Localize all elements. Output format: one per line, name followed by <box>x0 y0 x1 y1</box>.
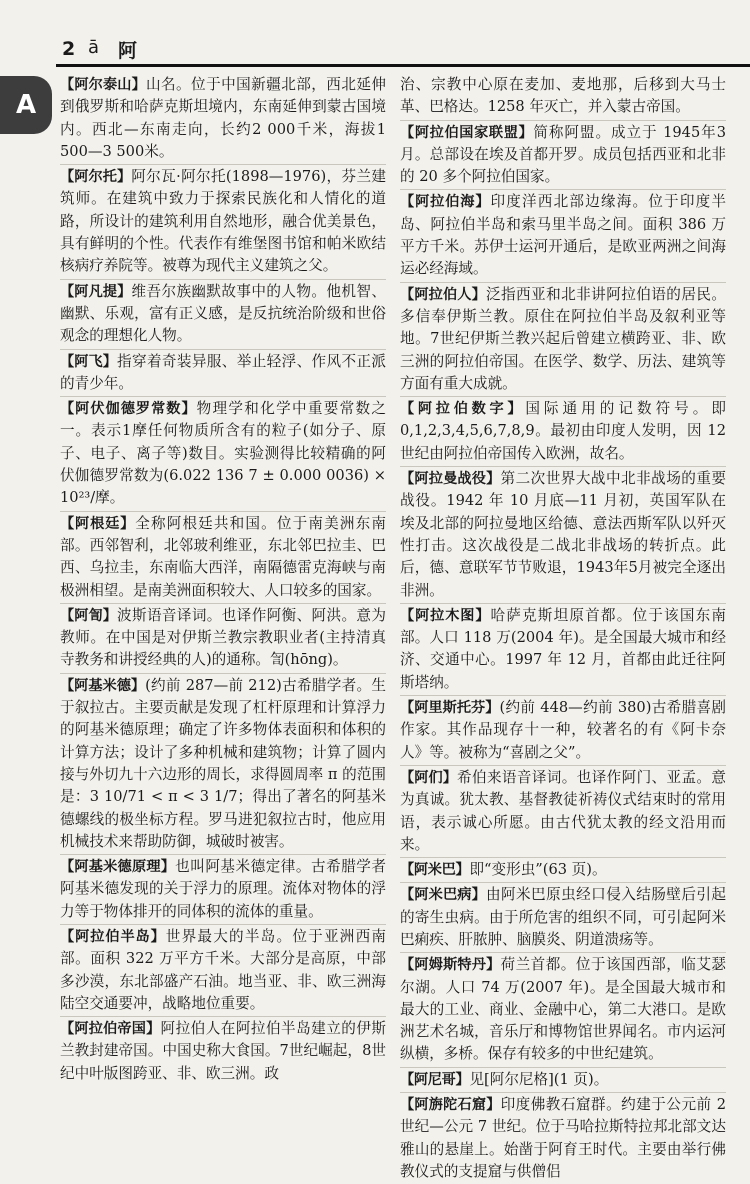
entry <box>400 1067 726 1091</box>
entry-text: 即“变形虫”(63 页)。 <box>469 861 607 879</box>
entry-headword: 【阿伏伽德罗常数】 <box>60 401 197 418</box>
entry <box>400 952 726 1065</box>
entry-text: 见[阿尔尼格](1 页)。 <box>469 1070 609 1088</box>
entry-text: 荷兰首都。位于该国西部，临艾瑟尔湖。人口 74 万(2007 年)。是全国最大城市和最大的工业、商业、金融中心，第二大港口。是欧洲艺术名城，音乐厅和博物馆世界闻名。市内运河纵横，多桥。保存有较多的中世纪建筑。 <box>400 956 726 1063</box>
entry-headword: 【阿尔托】 <box>60 169 132 186</box>
entry <box>60 279 386 348</box>
entry <box>400 603 726 694</box>
entry-headword: 【阿拉伯半岛】 <box>60 928 166 945</box>
entry-headword: 【阿拉木图】 <box>400 607 491 624</box>
entry <box>400 189 726 280</box>
entry-headword: 【阿拉曼战役】 <box>400 471 501 488</box>
entry-headword: 【阿基米德】 <box>60 677 146 694</box>
entry-headword: 【阿拉伯帝国】 <box>60 1021 161 1038</box>
entry-headword: 【阿拉伯数字】 <box>400 401 526 418</box>
entry-headword: 【阿米巴病】 <box>400 887 486 904</box>
header-character: 阿 <box>118 40 138 62</box>
entry <box>400 882 726 951</box>
entry-text: 哈萨克斯坦原首都。位于该国东南部。人口 118 万(2004 年)。是全国最大城市和经济、交通中心。1997 年 12 月，首都由此迁往阿斯塔纳。 <box>400 606 726 691</box>
entry-headword: 【阿尼哥】 <box>400 1071 470 1088</box>
entry-text: 山名。位于中国新疆北部，西北延伸到俄罗斯和哈萨克斯坦境内，东南延伸到蒙古国境内。西北—东南走向，长约2 000千米，海拔1 500—3 500米。 <box>60 76 386 160</box>
entry-text: 全称阿根廷共和国。位于南美洲东南部。西邻智利，北邻玻利维亚，东北邻巴拉圭、巴西、乌拉圭，东南临大西洋，南隔德雷克海峡与南极洲相望。是南美洲面积较大、人口较多的国家。 <box>60 514 386 599</box>
section-letter-tab: A <box>0 76 52 134</box>
entry-text: 世界最大的半岛。位于亚洲西南部。面积 322 万平方千米。大部分是高原，中部多沙漠，东北部盛产石油。地当亚、非、欧三洲海陆空交通要冲，战略地位重要。 <box>60 927 386 1012</box>
entry <box>60 164 386 277</box>
entry <box>400 466 726 602</box>
entry <box>60 854 386 923</box>
entry-headword: 【阿拉伯国家联盟】 <box>400 124 534 141</box>
entry <box>400 765 726 856</box>
entry <box>400 396 726 465</box>
entry <box>60 74 386 163</box>
entry <box>400 857 726 881</box>
header-rule <box>56 64 750 67</box>
entry <box>400 74 726 119</box>
entry-text: 希伯来语音译词。也译作阿门、亚孟。意为真诚。犹太教、基督教徒祈祷仪式结束时的常用语，表示诚心所愿。由古代犹太教的经文沿用而来。 <box>400 768 726 853</box>
entry-headword: 【阿尔泰山】 <box>60 77 146 93</box>
entry-headword: 【阿姆斯特丹】 <box>400 957 501 974</box>
entry-text: 维吾尔族幽默故事中的人物。他机智、幽默、乐观，富有正义感，是反抗统治阶级和世俗观念的理想化人物。 <box>60 282 386 345</box>
entry-text: 国际通用的记数符号。即 0,1,2,3,4,5,6,7,8,9。最初由印度人发明，因 12世纪由阿拉伯帝国传入欧洲，故名。 <box>400 400 726 462</box>
entry-text: 印度洋西北部边缘海。位于印度半岛、阿拉伯半岛和索马里半岛之间。面积 386 万平方千米。苏伊士运河开通后，是欧亚两洲之间海运必经海域。 <box>400 193 726 278</box>
entry <box>60 349 386 396</box>
entry-headword: 【阿基米德原理】 <box>60 859 176 876</box>
entry <box>400 1092 726 1183</box>
entry <box>60 673 386 853</box>
entry <box>400 695 726 764</box>
entry-text: 阿拉伯人在阿拉伯半岛建立的伊斯兰教封建帝国。中国史称大食国。7世纪崛起，8世纪中叶版图跨亚、非、欧三洲。政 <box>60 1020 386 1082</box>
entry-headword: 【阿拉伯海】 <box>400 194 491 211</box>
entry <box>60 603 386 672</box>
entry <box>60 396 386 509</box>
header-pinyin: ā <box>88 37 100 58</box>
entry-text: 指穿着奇装异服、举止轻浮、作风不正派的青少年。 <box>60 352 386 392</box>
entry-headword: 【阿米巴】 <box>400 862 470 879</box>
page-header <box>0 0 750 62</box>
entry <box>60 924 386 1015</box>
entry-text: 印度佛教石窟群。约建于公元前 2 世纪—公元 7 世纪。位于马哈拉斯特拉邦北部文达雅山的悬崖上。始凿于阿育王时代。主要由举行佛教仪式的支提窟与供僧侣 <box>400 1096 726 1180</box>
entry-headword: 【阿飞】 <box>60 353 118 370</box>
entry <box>60 1016 386 1085</box>
entry-headword: 【阿訇】 <box>60 607 118 624</box>
entry-text: 泛指西亚和北非讲阿拉伯语的居民。多信奉伊斯兰教。原住在阿拉伯半岛及叙利亚等地。7世纪伊斯兰教兴起后曾建立横跨亚、非、欧三洲的阿拉伯帝国。在医学、数学、历法、建筑等方面有重大成就。 <box>400 285 726 392</box>
entry <box>60 511 386 602</box>
entry-headword: 【阿凡提】 <box>60 283 132 300</box>
entry-headword: 【阿旃陀石窟】 <box>400 1097 501 1114</box>
entry-text: (约前 448—约前 380)古希腊喜剧作家。其作品现存十一种，较著名的有《阿卡奈人》等。被称为“喜剧之父”。 <box>400 699 726 761</box>
entry-text: 治、宗教中心原在麦加、麦地那，后移到大马士革、巴格达。1258 年灭亡，并入蒙古帝国。 <box>400 76 726 116</box>
entry-headword: 【阿根廷】 <box>60 515 136 532</box>
right-column <box>400 74 726 1184</box>
entry-headword: 【阿拉伯人】 <box>400 286 486 303</box>
entry-text: 简称阿盟。成立于 1945年3月。总部设在埃及首都开罗。成员包括西亚和北非的 20 多个阿拉伯国家。 <box>400 123 726 186</box>
entry-text: 第二次世界大战中北非战场的重要战役。1942 年 10 月底—11 月初，英国军队在埃及北部的阿拉曼地区给德、意法西斯军队以歼灭性打击。这次战役是二战北非战场的转折点。此后，德、意联军节节败退，1943年5月被完全逐出非洲。 <box>400 470 726 599</box>
entry-text: 阿尔瓦·阿尔托(1898—1976)，芬兰建筑师。在建筑中致力于探索民族化和人情化的道路，所设计的建筑利用自然地形，融合优美景色，具有鲜明的个性。代表作有维堡图书馆和帕米欧结核病疗养院等。被尊为现代主义建筑之父。 <box>60 168 386 275</box>
entry-headword: 【阿里斯托芬】 <box>400 700 500 717</box>
entry <box>400 282 726 395</box>
entry <box>400 120 726 189</box>
entry-text: (约前 287—前 212)古希腊学者。生于叙拉古。主要贡献是发现了杠杆原理和计算浮力的阿基米德原理；确定了许多物体表面积和体积的计算方法；设计了多种机械和建筑物；计算了圆内接与外切九十六边形的周长，求得圆周率 π 的范围是：3 10/71 < π < 3 1/7；得出了著名的阿基米德螺线的极坐标方程。罗马进犯叙拉古时，他应用机械技术来帮助防御，城破时被害。 <box>60 676 386 850</box>
entry-text: 波斯语音译词。也译作阿衡、阿洪。意为教师。在中国是对伊斯兰教宗教职业者(主持清真寺教务和讲授经典的人)的通称。訇(hōng)。 <box>60 606 386 669</box>
page-number: 2 <box>62 38 76 60</box>
entry-text: 物理学和化学中重要常数之一。表示1摩任何物质所含有的粒子(如分子、原子、电子、离子等)数目。实验测得比较精确的阿伏伽德罗常数为(6.022 136 7 ± 0.000 0036) × 10²³/摩。 <box>60 400 386 507</box>
entry-headword: 【阿们】 <box>400 769 458 786</box>
entry-text: 由阿米巴原虫经口侵入结肠壁后引起的寄生虫病。由于所危害的组织不同，可引起阿米巴痢疾、肝脓肿、脑膜炎、阴道溃疡等。 <box>400 886 726 948</box>
entry-text: 也叫阿基米德定律。古希腊学者阿基米德发现的关于浮力的原理。流体对物体的浮力等于物体排开的同体积的流体的重量。 <box>60 858 386 920</box>
left-column <box>60 74 386 1086</box>
